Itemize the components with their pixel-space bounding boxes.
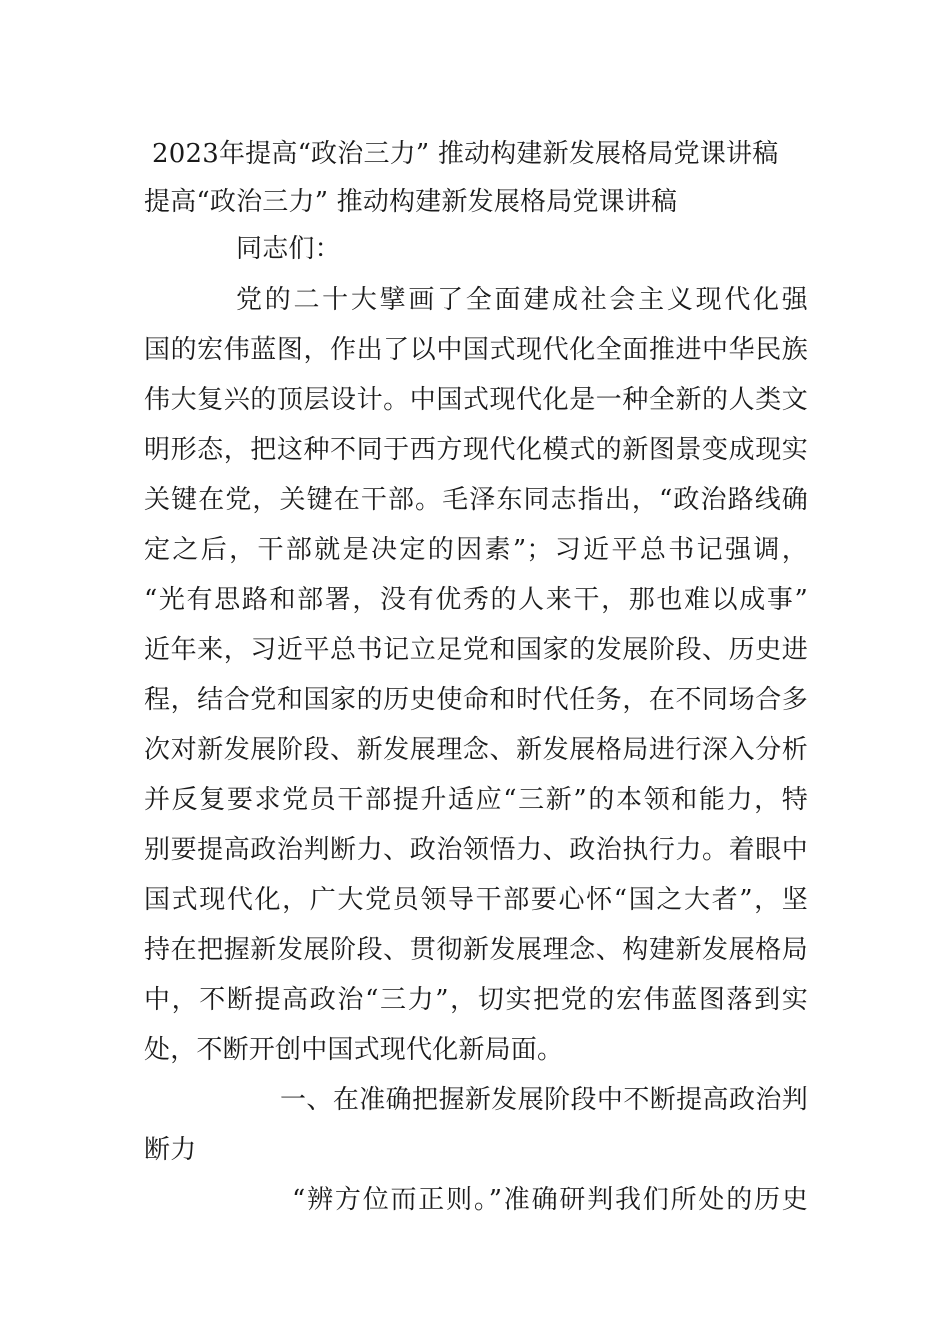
paragraph-line: 次对新发展阶段、新发展理念、新发展格局进行深入分析: [144, 735, 808, 765]
paragraph-line: 关键在党，关键在干部。毛泽东同志指出，“政治路线确: [144, 485, 808, 515]
paragraph-line: 党的二十大擘画了全面建成社会主义现代化强: [236, 285, 808, 315]
document-title: 2023年提高“政治三力” 推动构建新发展格局党课讲稿: [152, 139, 779, 169]
paragraph-line: 明形态，把这种不同于西方现代化模式的新图景变成现实: [144, 435, 808, 465]
heading-line: 一、在准确把握新发展阶段中不断提高政治判: [280, 1085, 808, 1115]
paragraph-line: 持在把握新发展阶段、贯彻新发展理念、构建新发展格局: [144, 935, 808, 965]
paragraph-line: 伟大复兴的顶层设计。中国式现代化是一种全新的人类文: [144, 385, 808, 415]
paragraph-line: 国式现代化，广大党员领导干部要心怀“国之大者”，坚: [144, 885, 808, 915]
paragraph-line: 中，不断提高政治“三力”，切实把党的宏伟蓝图落到实: [144, 985, 808, 1015]
paragraph-line: “光有思路和部署，没有优秀的人来干，那也难以成事”: [144, 585, 808, 615]
paragraph-line: 程，结合党和国家的历史使命和时代任务，在不同场合多: [144, 685, 808, 715]
paragraph-line: 并反复要求党员干部提升适应“三新”的本领和能力，特: [144, 785, 808, 815]
paragraph-line: 定之后，干部就是决定的因素”；习近平总书记强调，: [144, 535, 808, 565]
paragraph-line: 别要提高政治判断力、政治领悟力、政治执行力。着眼中: [144, 835, 808, 865]
salutation: 同志们：: [236, 234, 341, 264]
document-subtitle: 提高“政治三力” 推动构建新发展格局党课讲稿: [144, 187, 678, 217]
paragraph-line: 处，不断开创中国式现代化新局面。: [144, 1035, 564, 1065]
paragraph-line: 近年来，习近平总书记立足党和国家的发展阶段、历史进: [144, 635, 808, 665]
paragraph-line: “辨方位而正则。”准确研判我们所处的历史: [292, 1185, 808, 1215]
heading-line: 断力: [144, 1135, 197, 1165]
paragraph-line: 国的宏伟蓝图，作出了以中国式现代化全面推进中华民族: [144, 335, 808, 365]
